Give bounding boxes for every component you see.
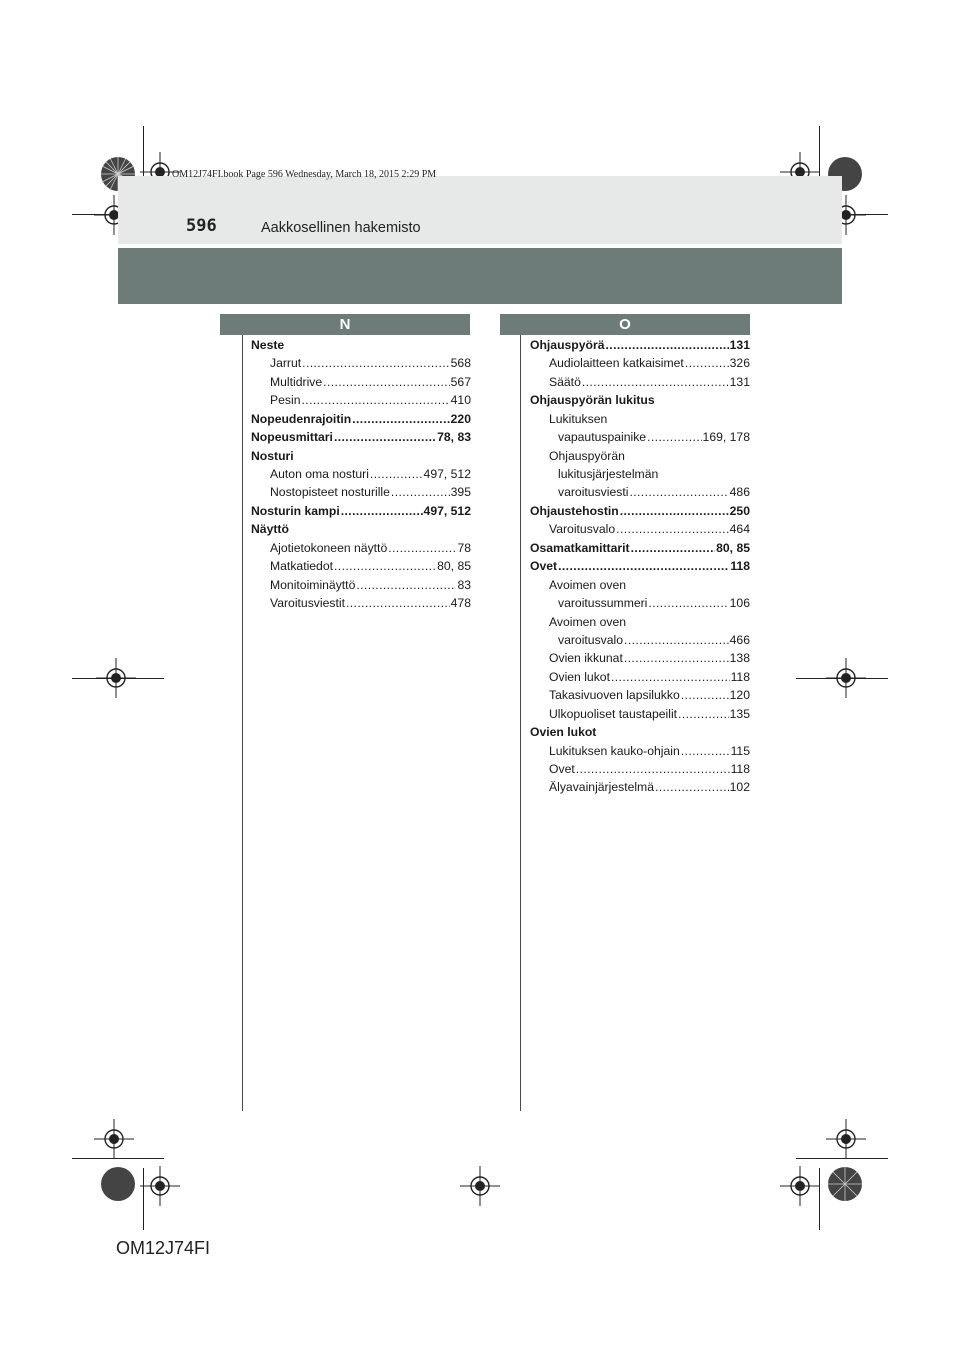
index-entry-pages: 106 [729, 596, 750, 611]
index-entry [530, 723, 750, 741]
index-entry [530, 520, 750, 538]
index-entry-pages: 169, 178 [702, 430, 750, 445]
index-entry [530, 557, 750, 575]
dot-leader [616, 520, 728, 538]
index-entry-pages: 568 [450, 356, 471, 371]
index-entry-text: Jarrut [270, 356, 302, 371]
index-entry-text: Multidrive [270, 374, 323, 389]
dot-leader [370, 465, 423, 483]
index-entry-text: Ulkopuoliset taustapeilit [549, 706, 678, 721]
index-entry [251, 557, 471, 575]
index-entry-pages: 78, 83 [437, 430, 471, 445]
index-entry-text: Nostopisteet nosturille [270, 485, 390, 500]
index-entry-text: varoitusviesti [558, 485, 629, 500]
index-entry-pages: 486 [729, 485, 750, 500]
index-entry [251, 539, 471, 557]
registration-mark-icon [825, 1164, 865, 1204]
crosshair-target-icon [780, 1166, 820, 1206]
index-entry-pages: 131 [729, 374, 750, 389]
dot-leader [629, 483, 728, 501]
index-entry-text: Ovien lukot [549, 669, 610, 684]
dot-leader [681, 686, 729, 704]
index-column-n [251, 336, 471, 613]
index-entry-pages: 250 [729, 503, 750, 518]
index-entry [530, 447, 750, 465]
index-entry [530, 465, 750, 483]
index-entry-text: Nosturi [251, 448, 294, 463]
index-entry-text: Varoitusvalo [549, 522, 616, 537]
index-entry [530, 354, 750, 372]
index-entry [530, 391, 750, 409]
index-entry [251, 594, 471, 612]
dot-leader [334, 557, 436, 575]
index-entry-pages: 78 [457, 540, 471, 555]
index-column-o [530, 336, 750, 797]
index-entry [251, 373, 471, 391]
index-entry-text: Ohjauspyörä [530, 337, 605, 352]
dot-leader [576, 760, 730, 778]
index-entry [251, 391, 471, 409]
dot-leader [302, 391, 450, 409]
section-title: Aakkosellinen hakemisto [261, 220, 421, 236]
crosshair-target-icon [460, 1166, 500, 1206]
index-entry-pages: 115 [730, 743, 750, 758]
index-entry-text: Pesin [270, 393, 301, 408]
registration-mark-icon [98, 1164, 138, 1204]
index-entry-text: varoitussummeri [558, 596, 648, 611]
crosshair-target-icon [826, 658, 866, 698]
index-entry-text: Auton oma nosturi [270, 467, 369, 482]
index-entry [530, 484, 750, 502]
index-entry-text: Osamatkamittarit [530, 540, 630, 555]
dot-leader [611, 668, 730, 686]
dot-leader [391, 483, 450, 501]
index-entry [530, 613, 750, 631]
index-entry-text: Näyttö [251, 522, 289, 537]
index-entry-pages: 135 [729, 706, 750, 721]
index-entry-text: Neste [251, 337, 285, 352]
index-entry-pages: 326 [729, 356, 750, 371]
index-entry-pages: 497, 512 [423, 503, 471, 518]
dot-leader [681, 742, 730, 760]
dot-leader [558, 557, 729, 575]
index-entry [530, 502, 750, 520]
dot-leader [685, 354, 729, 372]
index-entry-text: Matkatiedot [270, 559, 334, 574]
index-entry [530, 373, 750, 391]
index-entry-text: Lukituksen [549, 411, 608, 426]
letter-heading-o: O [500, 314, 750, 335]
index-entry [530, 760, 750, 778]
dot-leader [624, 631, 729, 649]
dot-leader [624, 649, 729, 667]
header-band-light [118, 176, 842, 244]
column-rule-left [242, 335, 243, 1111]
index-entry-pages: 131 [729, 337, 750, 352]
dot-leader [678, 705, 729, 723]
dot-leader [631, 539, 716, 557]
index-entry-text: Ajotietokoneen näyttö [270, 540, 388, 555]
index-entry-text: vapautuspainike [558, 430, 647, 445]
index-entry [530, 576, 750, 594]
index-entry [251, 410, 471, 428]
index-entry-text: Ohjauspyörän lukitus [530, 393, 655, 408]
index-entry-text: Nopeudenrajoitin [251, 411, 352, 426]
column-rule-right [520, 335, 521, 1111]
index-entry [530, 631, 750, 649]
index-entry-text: Ovien lukot [530, 725, 597, 740]
index-entry-pages: 120 [729, 688, 750, 703]
index-entry-text: Takasivuoven lapsilukko [549, 688, 680, 703]
index-entry-pages: 410 [450, 393, 471, 408]
crosshair-target-icon [94, 1119, 134, 1159]
index-entry-pages: 395 [450, 485, 471, 500]
index-entry [251, 428, 471, 446]
index-entry [530, 705, 750, 723]
dot-leader [346, 594, 450, 612]
index-entry-text: Ovet [530, 559, 558, 574]
index-entry [530, 428, 750, 446]
index-entry-text: Säätö [549, 374, 581, 389]
dot-leader [620, 502, 729, 520]
index-entry [251, 447, 471, 465]
crosshair-target-icon [826, 1119, 866, 1159]
index-entry-text: Ohjauspyörän [549, 448, 625, 463]
index-entry [530, 539, 750, 557]
index-entry-pages: 118 [730, 669, 750, 684]
manual-code: OM12J74FI [116, 1238, 211, 1258]
index-entry [251, 502, 471, 520]
index-entry-text: Nopeusmittari [251, 430, 333, 445]
index-entry-text: Varoitusviestit [270, 596, 345, 611]
index-entry-text: varoitusvalo [558, 632, 624, 647]
dot-leader [323, 373, 450, 391]
index-entry [251, 465, 471, 483]
index-entry-text: Audiolaitteen katkaisimet [549, 356, 684, 371]
index-entry-text: Älyavainjärjestelmä [549, 780, 654, 795]
header-band-dark [118, 248, 842, 304]
index-entry-pages: 497, 512 [423, 467, 471, 482]
index-entry [530, 779, 750, 797]
dot-leader [582, 373, 729, 391]
index-entry-text: Avoimen oven [549, 614, 627, 629]
print-header: OM12J74FI.book Page 596 Wednesday, March 18, 2015 2:29 PM [172, 169, 437, 180]
dot-leader [352, 410, 449, 428]
index-entry-pages: 478 [450, 596, 471, 611]
dot-leader [334, 428, 436, 446]
dot-leader [647, 428, 701, 446]
index-entry [251, 576, 471, 594]
dot-leader [655, 778, 729, 796]
index-entry-pages: 567 [450, 374, 471, 389]
index-entry [251, 354, 471, 372]
index-entry-pages: 466 [729, 632, 750, 647]
letter-heading-n: N [220, 314, 470, 335]
index-entry [530, 668, 750, 686]
index-entry-pages: 80, 85 [437, 559, 471, 574]
dot-leader [356, 576, 456, 594]
index-entry-text: Nosturin kampi [251, 503, 340, 518]
index-entry [251, 484, 471, 502]
index-entry-pages: 464 [729, 522, 750, 537]
index-entry [530, 336, 750, 354]
index-entry-pages: 80, 85 [716, 540, 750, 555]
index-entry-pages: 220 [450, 411, 471, 426]
index-entry [251, 336, 471, 354]
index-entry [530, 594, 750, 612]
index-entry [251, 520, 471, 538]
page-number: 596 [186, 216, 217, 236]
index-entry-pages: 118 [730, 762, 750, 777]
index-entry [530, 686, 750, 704]
index-entry [530, 410, 750, 428]
index-entry [530, 742, 750, 760]
index-entry-text: Ovien ikkunat [549, 651, 623, 666]
index-entry-text: lukitusjärjestelmän [558, 467, 659, 482]
index-entry-pages: 118 [730, 559, 750, 574]
index-entry-pages: 83 [457, 577, 471, 592]
index-entry-text: Lukituksen kauko-ohjain [549, 743, 680, 758]
dot-leader [606, 336, 729, 354]
index-entry-text: Monitoiminäyttö [270, 577, 356, 592]
index-entry-pages: 102 [729, 780, 750, 795]
index-entry-text: Ohjaustehostin [530, 503, 619, 518]
dot-leader [302, 354, 450, 372]
index-entry [530, 649, 750, 667]
index-entry-text: Ovet [549, 762, 575, 777]
dot-leader [341, 502, 423, 520]
dot-leader [388, 539, 456, 557]
crosshair-target-icon [140, 1166, 180, 1206]
dot-leader [648, 594, 728, 612]
index-entry-text: Avoimen oven [549, 577, 627, 592]
crosshair-target-icon [96, 658, 136, 698]
index-entry-pages: 138 [729, 651, 750, 666]
